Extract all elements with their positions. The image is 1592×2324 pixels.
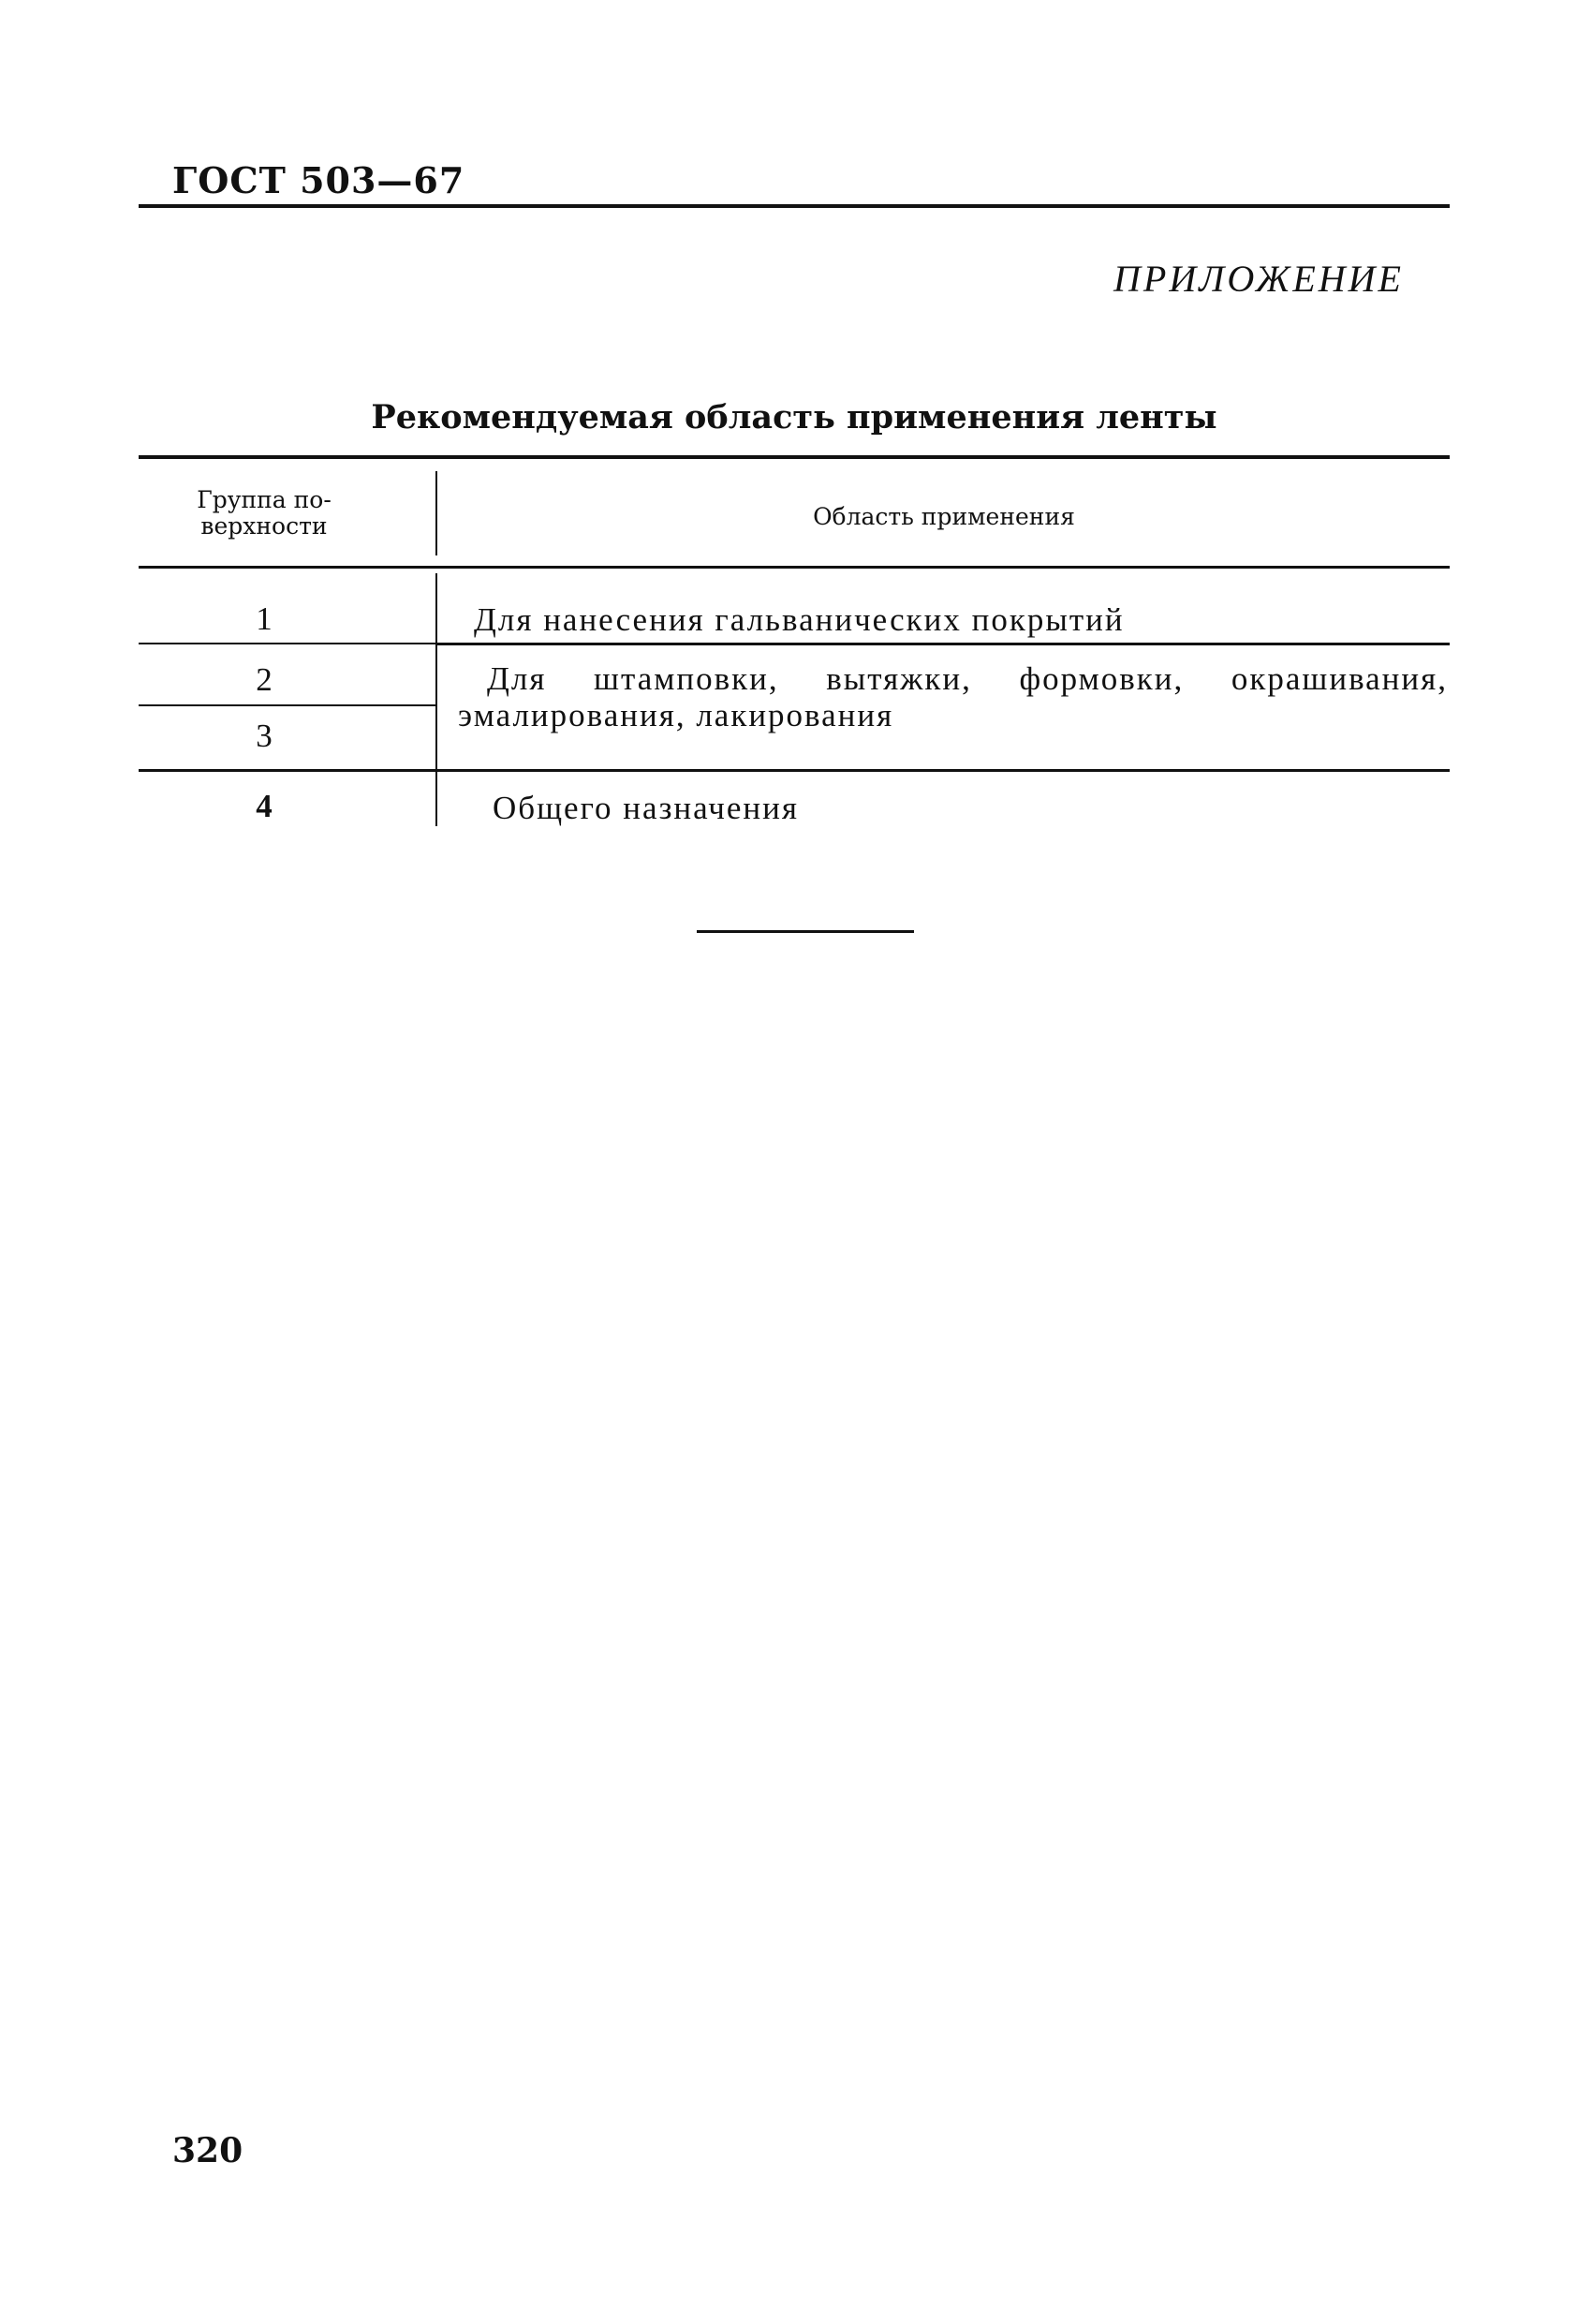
application-area-row-2-line-2: эмалирования, лакирования — [458, 697, 894, 733]
row-1-divider-right — [437, 643, 1450, 645]
application-area-row-4: Общего назначения — [493, 790, 799, 826]
application-area-row-2-line-1: Для штамповки, вытяжки, формовки, окрашивания, — [487, 660, 1448, 697]
row-1-divider-left — [139, 643, 435, 644]
document-code: ГОСТ 503—67 — [172, 159, 465, 201]
column-header-surface-group — [139, 487, 390, 540]
header-bottom-rule — [139, 566, 1450, 569]
end-of-section-rule — [697, 930, 914, 933]
application-area-row-1: Для нанесения гальванических покрытий — [474, 601, 1125, 638]
table-top-rule — [139, 455, 1450, 459]
surface-group-3: 3 — [256, 718, 273, 754]
table-title: Рекомендуемая область применения ленты — [371, 398, 1217, 437]
surface-group-1: 1 — [256, 600, 273, 637]
column-header-line: Группа по- — [197, 486, 332, 513]
body-column-divider — [435, 573, 437, 826]
column-header-application-area: Область применения — [813, 503, 1075, 530]
group-2-3-divider — [139, 704, 435, 706]
header-rule — [139, 204, 1450, 208]
surface-group-2: 2 — [256, 661, 273, 698]
header-column-divider — [435, 471, 437, 555]
surface-group-4: 4 — [256, 788, 273, 824]
row-2-divider — [139, 769, 1450, 772]
appendix-label: ПРИЛОЖЕНИЕ — [1113, 258, 1404, 300]
column-header-line: верхности — [200, 512, 328, 540]
page-number: 320 — [172, 2131, 243, 2170]
